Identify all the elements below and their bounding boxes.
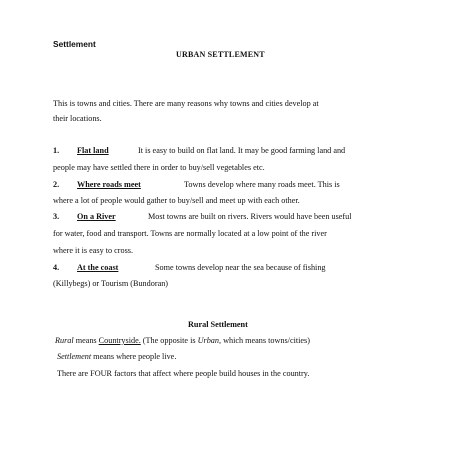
countryside-word: Countryside. (98, 336, 141, 345)
intro-line-1: This is towns and cities. There are many reasons why towns and cities develop at (53, 99, 319, 108)
rural-line-2 (57, 352, 176, 362)
reason-1-text-2: people may have settled there in order to buy/sell vegetables etc. (53, 163, 265, 172)
reason-2-heading (53, 180, 59, 190)
reason-4-title: At the coast (77, 263, 119, 272)
rural-title: Rural Settlement (188, 320, 248, 329)
rural-rest-a: (The opposite is (140, 336, 198, 345)
urban-word: Urban, (197, 336, 222, 345)
intro-line-2: their locations. (53, 114, 102, 123)
reason-2-label (77, 180, 141, 190)
reason-1-title: Flat land (77, 146, 109, 155)
rural-means: means (73, 336, 99, 345)
reason-2-text-1: Towns develop where many roads meet. This is (184, 180, 340, 189)
reason-4-label (77, 263, 118, 273)
reason-4-heading (53, 263, 59, 273)
rural-line-1 (55, 336, 310, 346)
rural-rest-b: which means towns/cities) (221, 336, 310, 345)
reason-3-heading (53, 212, 59, 222)
section-label: Settlement (53, 39, 96, 49)
reason-4-text-2: (Killybegs) or Tourism (Bundoran) (53, 279, 169, 288)
reason-2-title: Where roads meet (77, 180, 141, 189)
reason-3-label (77, 212, 116, 222)
reason-2-text-2: where a lot of people would gather to buy/sell and meet up with each other. (53, 196, 300, 205)
reason-1-text-1: It is easy to build on flat land. It may be good farming land and (138, 146, 346, 155)
reason-1-heading (53, 146, 59, 156)
reason-1-number: 1. (53, 146, 60, 155)
reason-4-number: 4. (53, 263, 60, 272)
reason-3-number: 3. (53, 212, 60, 221)
reason-1-label (77, 146, 109, 156)
settlement-rest: means where people live. (91, 352, 177, 361)
settlement-word: Settlement (57, 352, 92, 361)
reason-2-number: 2. (53, 180, 60, 189)
page-title: URBAN SETTLEMENT (176, 50, 265, 59)
reason-3-text-3: where it is easy to cross. (53, 246, 134, 255)
reason-3-text-2: for water, food and transport. Towns are normally located at a low point of the river (53, 229, 327, 238)
reason-3-text-1: Most towns are built on rivers. Rivers would have been useful (148, 212, 352, 221)
rural-word: Rural (55, 336, 74, 345)
rural-line-3: There are FOUR factors that affect where people build houses in the country. (57, 369, 310, 378)
reason-4-text-1: Some towns develop near the sea because of fishing (155, 263, 326, 272)
reason-3-title: On a River (77, 212, 116, 221)
